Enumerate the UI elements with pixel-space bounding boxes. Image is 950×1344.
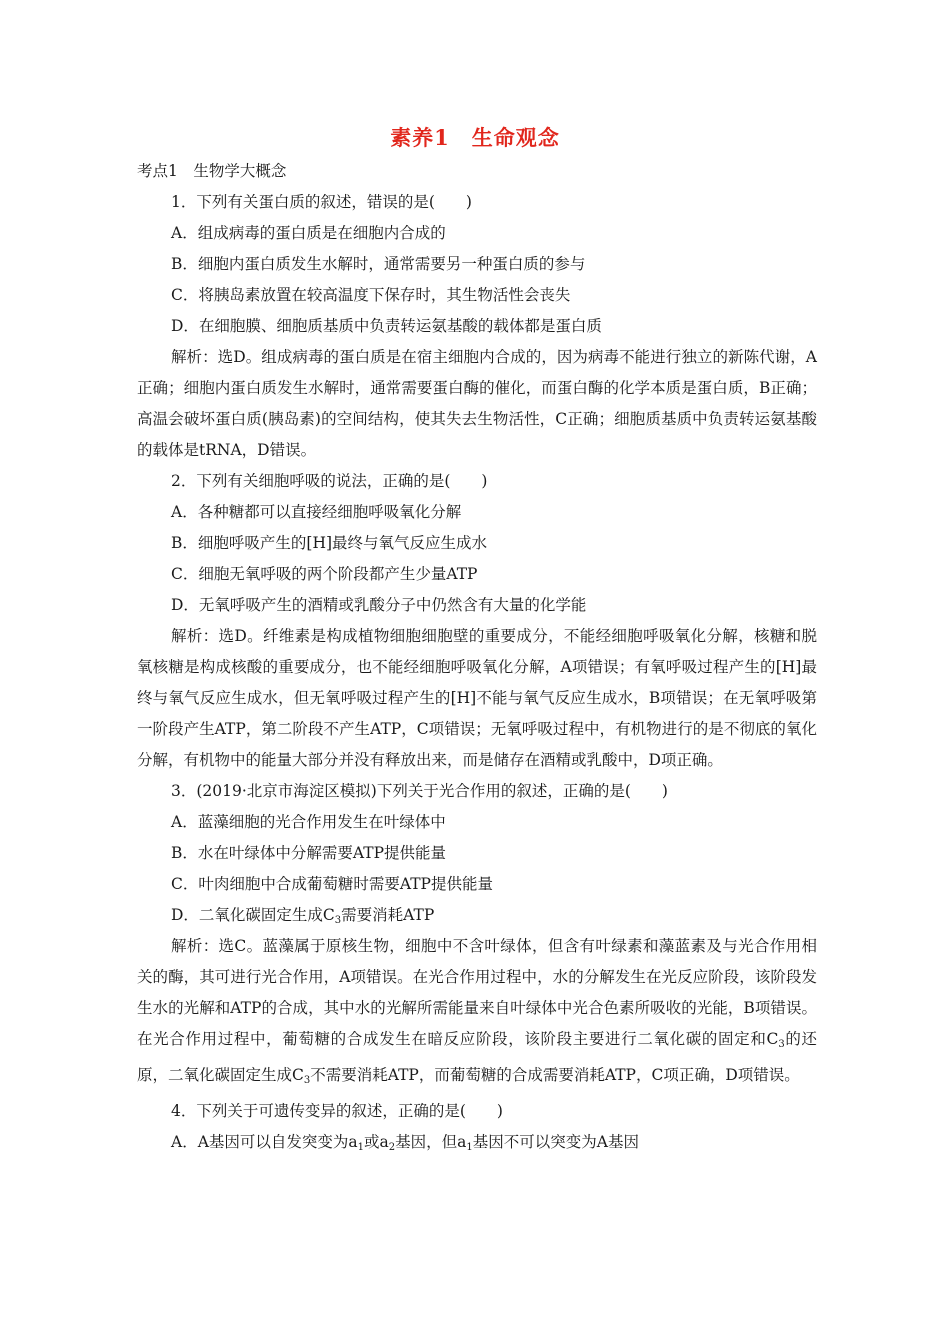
question-1-option-d: D．在细胞膜、细胞质基质中负责转运氨基酸的载体都是蛋白质 — [171, 317, 602, 335]
page-title: 素养1 生命观念 — [390, 125, 560, 150]
question-3-option-c: C．叶肉细胞中合成葡萄糖时需要ATP提供能量 — [171, 875, 493, 893]
question-3-analysis — [137, 931, 817, 1096]
question-1-option-a: A．组成病毒的蛋白质是在细胞内合成的 — [171, 224, 446, 242]
question-4-option-a-text-4: 基因不可以突变为A基因 — [472, 1133, 639, 1151]
question-4-stem: 4．下列关于可遗传变异的叙述，正确的是( ) — [171, 1102, 503, 1120]
question-4-option-a-text-2: 或a — [364, 1133, 389, 1151]
document-body — [137, 156, 817, 1158]
question-2-option-a: A．各种糖都可以直接经细胞呼吸氧化分解 — [171, 503, 462, 521]
subscript: 1 — [466, 1142, 473, 1153]
question-3-analysis-part-3: 不需要消耗ATP，而葡萄糖的合成需要消耗ATP，C项正确，D项错误。 — [310, 1066, 800, 1084]
question-3-option-b: B．水在叶绿体中分解需要ATP提供能量 — [171, 844, 447, 862]
question-2-stem: 2．下列有关细胞呼吸的说法，正确的是( ) — [171, 472, 488, 490]
question-1-option-c: C．将胰岛素放置在较高温度下保存时，其生物活性会丧失 — [171, 286, 571, 304]
subscript: 2 — [388, 1142, 396, 1153]
question-2-option-c: C．细胞无氧呼吸的两个阶段都产生少量ATP — [171, 565, 478, 583]
question-3-analysis-part-2: 的还原，二氧化碳固定生成C — [137, 1030, 817, 1084]
question-3-option-d-text: D．二氧化碳固定生成C — [171, 906, 335, 924]
subscript: 3 — [778, 1039, 785, 1050]
question-1-analysis: 解析：选D。组成病毒的蛋白质是在宿主细胞内合成的，因为病毒不能进行独立的新陈代谢，A正确；细胞内蛋白质发生水解时，通常需要蛋白酶的催化，而蛋白酶的化学本质是蛋白质，B正确；高温会破坏蛋白质(胰岛素)的空间结构，使其失去生物活性，C正确；细胞质基质中负责转运氨基酸的载体是tRNA，D错误。 — [137, 348, 817, 459]
question-2-option-d: D．无氧呼吸产生的酒精或乳酸分子中仍然含有大量的化学能 — [171, 596, 587, 614]
question-3-option-a: A．蓝藻细胞的光合作用发生在叶绿体中 — [171, 813, 446, 831]
question-4-option-a-text-1: A．A基因可以自发突变为a — [171, 1133, 358, 1151]
question-3-analysis-part-1: 解析：选C。蓝藻属于原核生物，细胞中不含叶绿体，但含有叶绿素和藻蓝素及与光合作用相关的酶，其可进行光合作用，A项错误。在光合作用过程中，水的分解发生在光反应阶段，该阶段发生水的光解和ATP的合成，其中水的光解所需能量来自叶绿体中光合色素所吸收的光能，B项错误。在光合作用过程中，葡萄糖的合成发生在暗反应阶段，该阶段主要进行二氧化碳的固定和C — [137, 937, 817, 1048]
question-2-analysis: 解析：选D。纤维素是构成植物细胞细胞壁的重要成分，不能经细胞呼吸氧化分解，核糖和脱氧核糖是构成核酸的重要成分，也不能经细胞呼吸氧化分解，A项错误；有氧呼吸过程产生的[H]最终与氧气反应生成水，但无氧呼吸过程产生的[H]不能与氧气反应生成水，B项错误；在无氧呼吸第一阶段产生ATP，第二阶段不产生ATP，C项错误；无氧呼吸过程中，有机物进行的是不彻底的氧化分解，有机物中的能量大部分并没有释放出来，而是储存在酒精或乳酸中，D项正确。 — [137, 627, 817, 769]
subscript: 3 — [334, 915, 342, 926]
question-2-option-b: B．细胞呼吸产生的[H]最终与氧气反应生成水 — [171, 534, 488, 552]
subscript: 3 — [303, 1075, 311, 1086]
question-3-option-d-text-end: 需要消耗ATP — [341, 906, 435, 924]
section-heading: 考点1 生物学大概念 — [137, 162, 287, 180]
question-1-stem: 1．下列有关蛋白质的叙述，错误的是( ) — [171, 193, 472, 211]
subscript: 1 — [357, 1142, 365, 1153]
question-4-option-a-text-3: 基因，但a — [395, 1133, 467, 1151]
question-3-option-d — [137, 900, 817, 931]
question-4-option-a — [137, 1127, 817, 1158]
question-1-option-b: B．细胞内蛋白质发生水解时，通常需要另一种蛋白质的参与 — [171, 255, 586, 273]
question-3-stem: 3．(2019·北京市海淀区模拟)下列关于光合作用的叙述，正确的是( ) — [171, 782, 668, 800]
